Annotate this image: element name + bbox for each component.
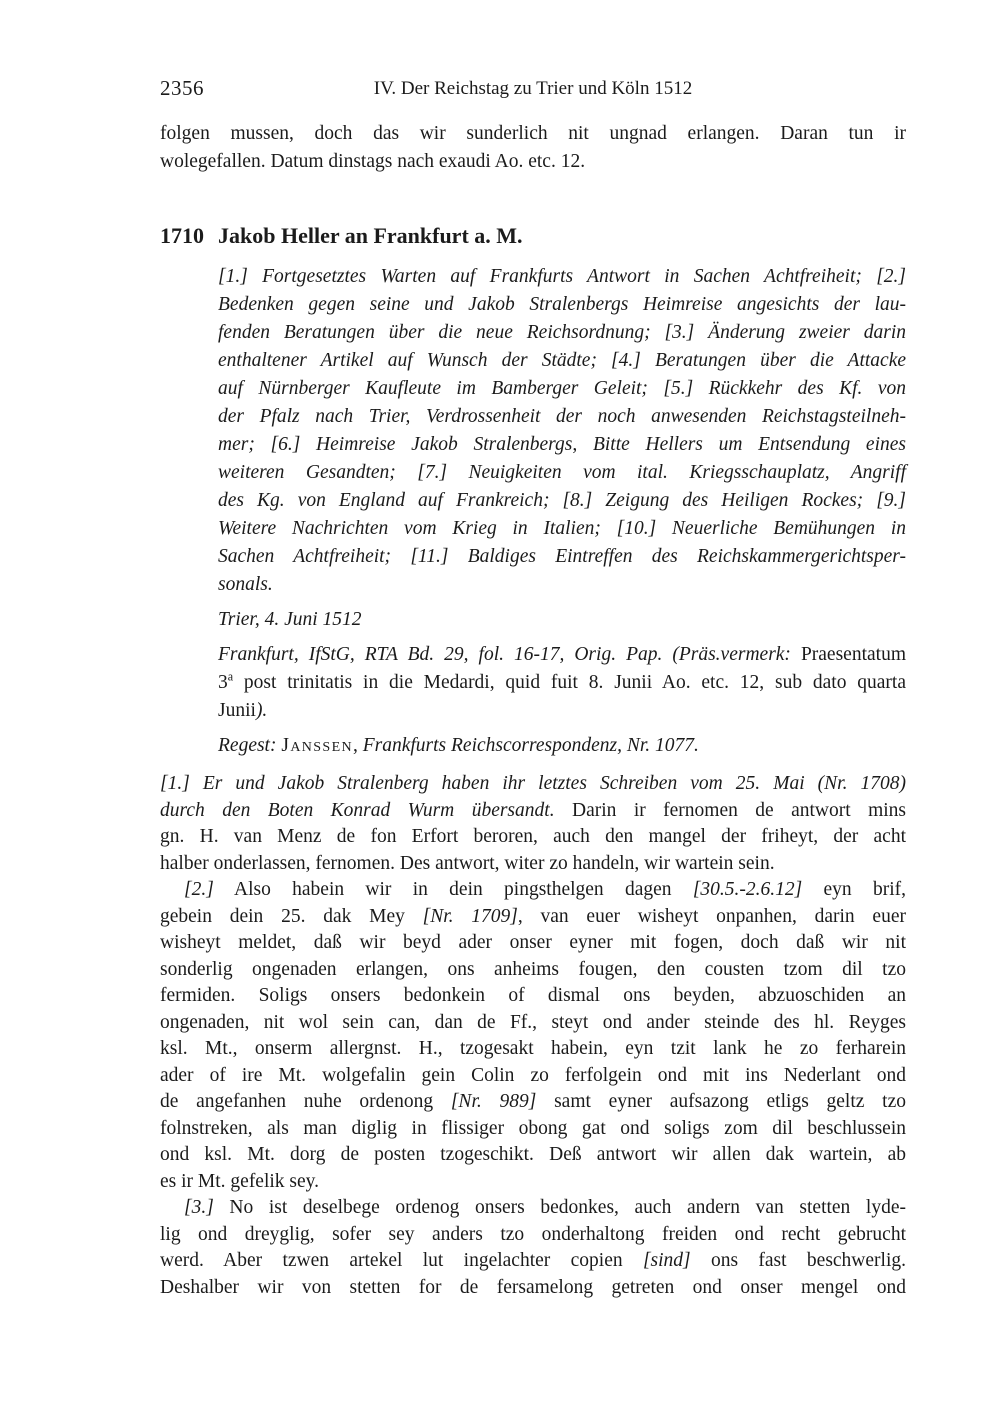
entry-number: 1710 — [160, 223, 204, 248]
text-line: halber onderlassen, fernomen. Des antwort, witer zo handeln, wir wartein sein. — [160, 852, 775, 874]
text-line: 3$^a$ post trinitatis in die Medardi, quid fuit 8. Junii Ao. etc. 12, sub dato quarta — [218, 669, 906, 693]
text-line: ond ksl. Mt. dorg de posten tzogeschikt. Deß antwort wir allen dak wartein, ab — [160, 1144, 906, 1165]
text-line: wolegefallen. Datum dinstags nach exaudi Ao. etc. 12. — [160, 151, 586, 172]
text-line: mer; [6.] Heimreise Jakob Stralenbergs, Bitte Hellers um Entsendung eines — [218, 434, 906, 455]
body-paragraph-3 — [160, 1195, 906, 1301]
text-line: gebein dein 25. dak Mey [Nr. 1709], van euer wisheyt onpanhen, darin euer — [160, 905, 906, 927]
text-line: des Kg. von England auf Frankreich; [8.] Zeigung des Heiligen Rockes; [9.] — [218, 490, 906, 511]
text-line: ader of ire Mt. wolgefalin gein Colin zo ferfolgein ond mit ins Nederlant ond — [160, 1064, 906, 1086]
text-line: auf Nürnberger Kaufleute im Bamberger Geleit; [5.] Rückkehr des Kf. von — [218, 378, 906, 399]
text-line: [1.] Er und Jakob Stralenberg haben ihr letztes Schreiben vom 25. Mai (Nr. 1708) — [160, 773, 906, 794]
text-line: fermiden. Soligs onsers bedonkein of dismal ons beyden, abzuoschiden an — [160, 985, 906, 1006]
text-line: [2.] Also habein wir in dein pingsthelgen dagen [30.5.-2.6.12] eyn brif, — [184, 879, 906, 900]
text-line: folgen mussen, doch das wir sunderlich nit ungnad erlangen. Daran tun ir — [160, 123, 906, 144]
text-line: ongenaden, nit wol sein can, dan de Ff., steyt ond ander steinde des hl. Reyges — [160, 1011, 906, 1033]
entry-heading — [160, 222, 906, 250]
text-line: Bedenken gegen seine und Jakob Stralenbergs Heimreise angesichts der lau- — [218, 294, 906, 315]
body-paragraph-1 — [160, 771, 906, 877]
text-line: wisheyt meldet, daß wir beyd ader onser eyner mit fogen, doch daß wir nit — [160, 932, 906, 953]
text-line: folnstreken, als man diglig in flissiger obong gat ond soligs zom dil beschlussein — [160, 1117, 906, 1139]
page-number: 2356 — [160, 76, 204, 100]
text-line: durch den Boten Konrad Wurm übersandt. Darin ir fernomen de antwort mins — [160, 799, 907, 821]
entry-regest — [218, 732, 906, 760]
entry-dateline — [218, 606, 906, 634]
text-line: gn. H. van Menz de fon Erfort beroren, auch den mangel der friheyt, der acht — [160, 826, 906, 847]
text-line: enthaltener Artikel auf Wunsch der Städte; [4.] Beratungen über die Attacke — [218, 350, 906, 371]
text-line: Frankfurt, IfStG, RTA Bd. 29, fol. 16-17, Orig. Pap. (Präs.vermerk: Praesentatum — [218, 644, 906, 665]
text-line: Deshalber wir von stetten for de fersamelong getreten ond onser mengel ond — [160, 1276, 906, 1298]
text-line: Trier, 4. Juni 1512 — [218, 609, 362, 630]
text-block — [160, 76, 906, 1301]
text-line: Sachen Achtfreiheit; [11.] Baldiges Eintreffen des Reichskammergerichtsper- — [218, 546, 906, 567]
text-line: sonderlig ongenaden erlangen, ons anheims fougen, den cousten tzom dil tzo — [160, 958, 906, 980]
text-line: sonals. — [218, 574, 273, 595]
running-head: IV. Der Reichstag zu Trier und Köln 1512 — [373, 78, 693, 99]
text-line: lig ond dreyglig, sofer sey anders tzo onderhaltong freiden ond recht gebrucht — [160, 1223, 906, 1245]
continuation-paragraph — [160, 120, 906, 176]
text-line: ksl. Mt., onserm allergnst. H., tzogesakt habein, eyn tzit lank he zo ferharein — [160, 1038, 906, 1059]
page-header — [160, 76, 906, 104]
text-line: es ir Mt. gefelik sey. — [160, 1170, 320, 1192]
text-line: Junii). — [218, 700, 268, 721]
text-line: de angefanhen nuhe ordenong [Nr. 989] samt eyner aufsazong etligs geltz tzo — [160, 1091, 906, 1112]
text-line: der Pfalz nach Trier, Verdrossenheit der noch anwesenden Reichstagsteilneh- — [218, 406, 906, 427]
body-paragraph-2 — [160, 877, 906, 1195]
text-line: weiteren Gesandten; [7.] Neuigkeiten vom ital. Kriegsschauplatz, Angriff — [218, 462, 906, 483]
entry-source-note — [218, 641, 906, 725]
text-line: [3.] No ist deselbege ordenog onsers bedonkes, auch andern van stetten lyde- — [184, 1197, 906, 1218]
text-line: werd. Aber tzwen artekel lut ingelachter copien [sind] ons fast beschwerlig. — [160, 1250, 907, 1271]
entry-title: Jakob Heller an Frankfurt a. M. — [218, 223, 523, 248]
entry-summary — [218, 263, 906, 599]
text-line: Weitere Nachrichten vom Krieg in Italien; [10.] Neuerliche Bemühungen in — [218, 518, 906, 539]
text-line: Regest: Janssen, Frankfurts Reichscorrespondenz, Nr. 1077. — [218, 735, 699, 756]
text-line: [1.] Fortgesetztes Warten auf Frankfurts Antwort in Sachen Achtfreiheit; [2.] — [218, 266, 906, 287]
text-line: fenden Beratungen über die neue Reichsordnung; [3.] Änderung zweier darin — [218, 322, 906, 343]
